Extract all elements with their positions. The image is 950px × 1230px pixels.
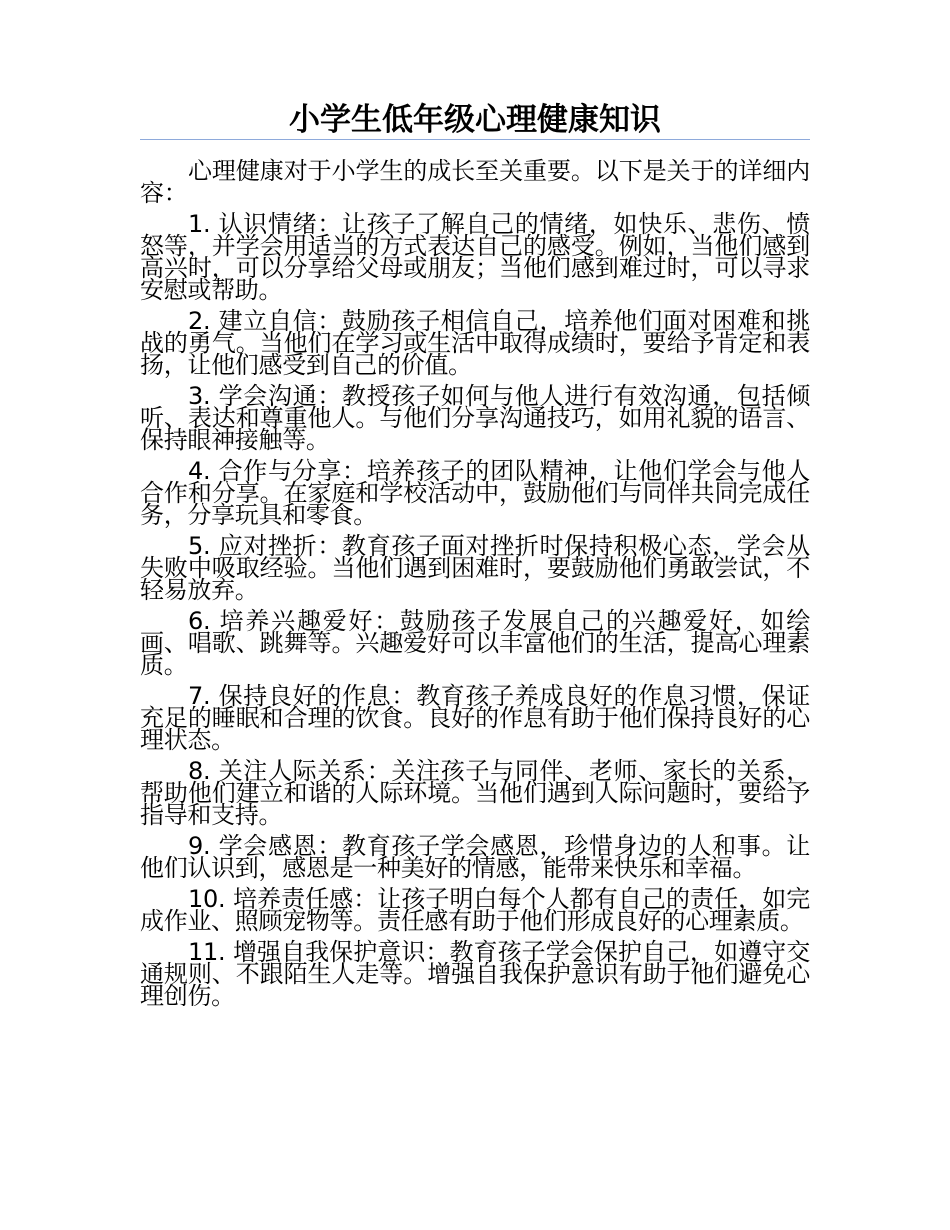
item-paragraph-6: 6. 培养兴趣爱好：鼓励孩子发展自己的兴趣爱好，如绘画、唱歌、跳舞等。兴趣爱好可以丰富他们的生活，提高心理素质。 <box>140 607 810 679</box>
item-paragraph-4: 4. 合作与分享：培养孩子的团队精神，让他们学会与他人合作和分享。在家庭和学校活动中，鼓励他们与同伴共同完成任务，分享玩具和零食。 <box>140 457 810 529</box>
document-title: 小学生低年级心理健康知识 <box>289 102 661 138</box>
intro-paragraph: 心理健康对于小学生的成长至关重要。以下是关于的详细内容： <box>140 157 810 207</box>
item-paragraph-11: 11. 增强自我保护意识：教育孩子学会保护自己，如遵守交通规则、不跟陌生人走等。增强自我保护意识有助于他们避免心理创伤。 <box>140 938 810 1010</box>
item-paragraph-8: 8. 关注人际关系：关注孩子与同伴、老师、家长的关系，帮助他们建立和谐的人际环境。当他们遇到人际问题时，要给予指导和支持。 <box>140 757 810 829</box>
item-paragraph-1: 1. 认识情绪：让孩子了解自己的情绪，如快乐、悲伤、愤怒等，并学会用适当的方式表达自己的感受。例如，当他们感到高兴时，可以分享给父母或朋友；当他们感到难过时，可以寻求安慰或帮助。 <box>140 210 810 304</box>
item-paragraph-7: 7. 保持良好的作息：教育孩子养成良好的作息习惯，保证充足的睡眠和合理的饮食。良好的作息有助于他们保持良好的心理状态。 <box>140 682 810 754</box>
item-paragraph-10: 10. 培养责任感：让孩子明白每个人都有自己的责任，如完成作业、照顾宠物等。责任感有助于他们形成良好的心理素质。 <box>140 885 810 935</box>
item-paragraph-3: 3. 学会沟通：教授孩子如何与他人进行有效沟通，包括倾听、表达和尊重他人。与他们分享沟通技巧，如用礼貌的语言、保持眼神接触等。 <box>140 382 810 454</box>
document-body <box>140 157 810 1016</box>
title-underline <box>140 139 810 140</box>
item-paragraph-9: 9. 学会感恩：教育孩子学会感恩，珍惜身边的人和事。让他们认识到，感恩是一种美好的情感，能带来快乐和幸福。 <box>140 832 810 882</box>
item-paragraph-2: 2. 建立自信：鼓励孩子相信自己，培养他们面对困难和挑战的勇气。当他们在学习或生活中取得成绩时，要给予肯定和表扬，让他们感受到自己的价值。 <box>140 307 810 379</box>
item-paragraph-5: 5. 应对挫折：教育孩子面对挫折时保持积极心态，学会从失败中吸取经验。当他们遇到困难时，要鼓励他们勇敢尝试，不轻易放弃。 <box>140 532 810 604</box>
